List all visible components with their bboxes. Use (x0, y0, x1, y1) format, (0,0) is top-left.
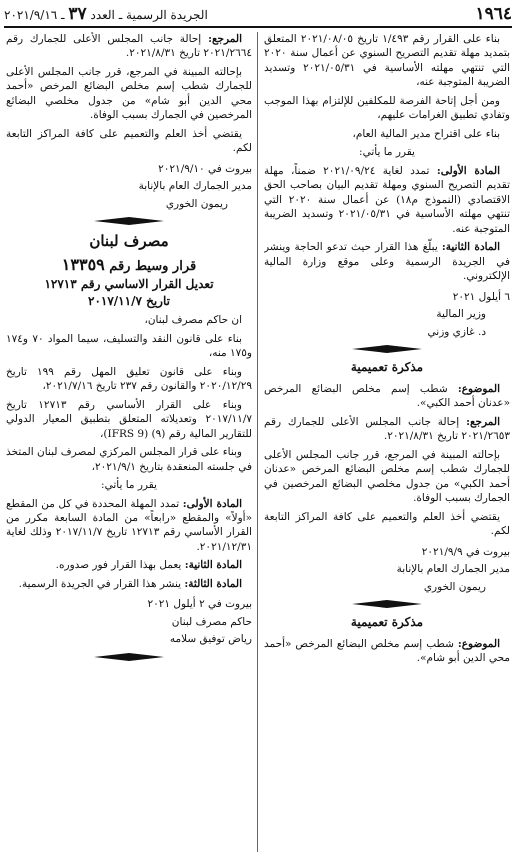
article-text: تمدد لغاية ٢٠٢١/٠٩/٢٤ ضمناً، مهلة تقديم التصريح السنوي ومهلة تقديم البيان بصاحب الحق الاقتصادي (النموذج م١٨) عن أعمال سنة ٢٠٢٠ التي تنتهي مهلته الأساسية في ٢٠٢١/٠٥/٣١ وتسديد الضريبة المتوجبة عنه. (264, 164, 510, 235)
paragraph: يقتضي أخذ العلم والتعميم على كافة المراكز التابعة لكم. (6, 127, 252, 155)
article (6, 577, 252, 591)
separator-ornament (6, 653, 252, 661)
subject-label: الموضوع: (457, 637, 500, 650)
decision-date: تاريخ ٢٠١٧/١١/٧ (88, 293, 170, 308)
paragraph: يقتضي أخذ العلم والتعميم على كافة المراكز التابعة لكم. (264, 510, 510, 538)
issue-date: ـ ٢٠٢١/٩/١٦ (4, 8, 65, 22)
signature-date: ٦ أيلول ٢٠٢١ (452, 290, 510, 303)
paragraph: بإحالته المبينة في المرجع، قرر جانب المجلس الأعلى للجمارك شطب إسم مخلص البضائع المرخص «عدنان أحمد الكبي» من جدول مخلصي البضائع المرخصين في الجمارك بسبب الوفاة. (264, 448, 510, 505)
bank-title: مصرف لبنان (89, 232, 169, 251)
article-text: تمدد المهلة المحددة في كل من المقطع «أولاً» والمقطع «رابعاً» من المادة السابعة مكرر من القرار الأساسي رقم ١٢٧١٣ تاريخ ٢٠١٧/١١/٧ وذلك لغاية ٢٠٢١/١٢/٣١. (6, 497, 252, 553)
reference-text: إحالة جانب المجلس الأعلى للجمارك رقم ٢٠٢١/٢٦٥٣ تاريخ ٢٠٢١/٨/٣١. (264, 415, 510, 443)
reference-text: إحالة جانب المجلس الأعلى للجمارك رقم ٢٠٢١/٢٦٦٤ تاريخ ٢٠٢١/٨/٣١. (6, 33, 252, 60)
signature-name: ريمون الخوري (423, 580, 486, 593)
left-column (6, 32, 252, 856)
article (264, 240, 510, 283)
article (264, 164, 510, 236)
signature-date: بيروت في ٢ أيلول ٢٠٢١ (147, 598, 252, 611)
memo-subject (264, 637, 510, 666)
reference-label: المرجع: (208, 33, 242, 45)
paragraph: بناء على القرار رقم ١/٤٩٣ تاريخ ٢٠٢١/٠٨/٠٥ المتعلق بتمديد مهلة تقديم التصريح السنوي عن أعمال سنة ٢٠٢٠ التي تنتهي مهلته الأساسية في ٢٠٢١/٠٥/٣١ وتسديد الضريبة المتوجبة عنه، (264, 33, 510, 89)
separator-ornament (264, 345, 510, 353)
gazette-name: الجريدة الرسمية ـ العدد (90, 8, 208, 22)
page-header (4, 2, 512, 28)
decision-prefix: قرار وسيط رقم (109, 259, 197, 275)
paragraph: بناء على قانون النقد والتسليف، سيما المواد ٧٠ و١٧٤ و١٧٥ منه، (6, 332, 252, 360)
decides-line: يقرر ما يأتي: (101, 479, 157, 492)
signature-block (264, 545, 510, 594)
article (6, 558, 252, 572)
reference-label: المرجع: (466, 415, 500, 428)
signature-date: بيروت في ٢٠٢١/٩/١٠ (158, 162, 252, 175)
right-column (264, 32, 510, 856)
signature-name: ريمون الخوري (165, 197, 228, 210)
paragraph: ومن أجل إتاحة الفرصة للمكلفين للإلتزام بهذا الموجب وتفادي تطبيق الغرامات عليهم، (264, 94, 510, 122)
decision-amendment: تعديل القرار الاساسي رقم ١٢٧١٣ (44, 277, 214, 292)
article-label: المادة الأولى: (436, 164, 500, 177)
paragraph: وبناء على قانون تعليق المهل رقم ١٩٩ تاريخ ٢٠٢٠/١٢/٢٩ والقانون رقم ٢٣٧ تاريخ ٢٠٢١/٧/١٦، (6, 365, 252, 393)
signature-name: رياض توفيق سلامه (169, 633, 252, 646)
signature-title: مدير الجمارك العام بالإنابة (396, 563, 510, 576)
decides-line: يقرر ما يأتي: (359, 146, 415, 159)
memo-heading: مذكرة تعميمية (350, 615, 424, 630)
paragraph: وبناء على القرار الأساسي رقم ١٢٧١٣ تاريخ ٢٠١٧/١١/٧ وتعديلاته المتعلق بتطبيق المعيار الدولي للتقارير المالية رقم (٩) (IFRS 9)، (6, 398, 252, 440)
separator-ornament (6, 217, 252, 225)
paragraph: وبناء على قرار المجلس المركزي لمصرف لبنان المتخذ في جلسته المنعقدة بتاريخ ٢٠٢١/٩/١، (6, 446, 252, 473)
issue-number: ٣٧ (68, 4, 87, 24)
paragraph: بإحالته المبينة في المرجع، قرر جانب المجلس الأعلى للجمارك شطب إسم مخلص البضائع المرخص «أحمد محي الدين أبو شام» من جدول مخلصي البضائع المرخصين في الجمارك بسبب الوفاة. (6, 65, 252, 122)
memo-reference (264, 415, 510, 444)
article-text: يعمل بهذا القرار فور صدوره. (55, 559, 182, 572)
paragraph: بناء على اقتراح مدير المالية العام، (352, 127, 500, 140)
memo-reference (6, 32, 252, 61)
signature-date: بيروت في ٢٠٢١/٩/٩ (421, 545, 510, 558)
memo-subject (264, 382, 510, 411)
memo-heading: مذكرة تعميمية (350, 360, 424, 375)
subject-label: الموضوع: (457, 382, 500, 395)
decision-number: ١٣٣٥٩ (61, 255, 105, 275)
article-text: ينشر هذا القرار في الجريدة الرسمية. (18, 577, 182, 590)
issue-info (4, 4, 208, 24)
signature-title: مدير الجمارك العام بالإنابة (138, 180, 252, 193)
signature-title: وزير المالية (436, 308, 486, 321)
article-label: المادة الثانية: (184, 559, 242, 572)
article-label: المادة الثانية: (441, 241, 500, 254)
signature-name: د. غازي وزني (427, 325, 486, 338)
subject-text: شطب إسم مخلص البضائع المرخص «عدنان أحمد الكبي». (264, 382, 510, 410)
article (6, 497, 252, 555)
signature-block (6, 597, 252, 646)
signature-block (6, 162, 252, 211)
subject-text: شطب إسم مخلص البضائع المرخص «أحمد محي الدين أبو شام». (264, 637, 510, 665)
article-label: المادة الثالثة: (184, 577, 242, 590)
signature-title: حاكم مصرف لبنان (171, 615, 252, 628)
article-label: المادة الأولى: (182, 497, 243, 510)
decision-title (6, 254, 252, 276)
article-text: يبلّغ هذا القرار حيث تدعو الحاجة وينشر في الجريدة الرسمية وعلى موقع وزارة المالية الإلكتروني. (264, 241, 510, 283)
signature-block (264, 290, 510, 339)
page-number: ١٩٦٤ (475, 4, 512, 24)
column-divider (257, 32, 258, 852)
paragraph: ان حاكم مصرف لبنان، (144, 314, 242, 327)
separator-ornament (264, 600, 510, 608)
